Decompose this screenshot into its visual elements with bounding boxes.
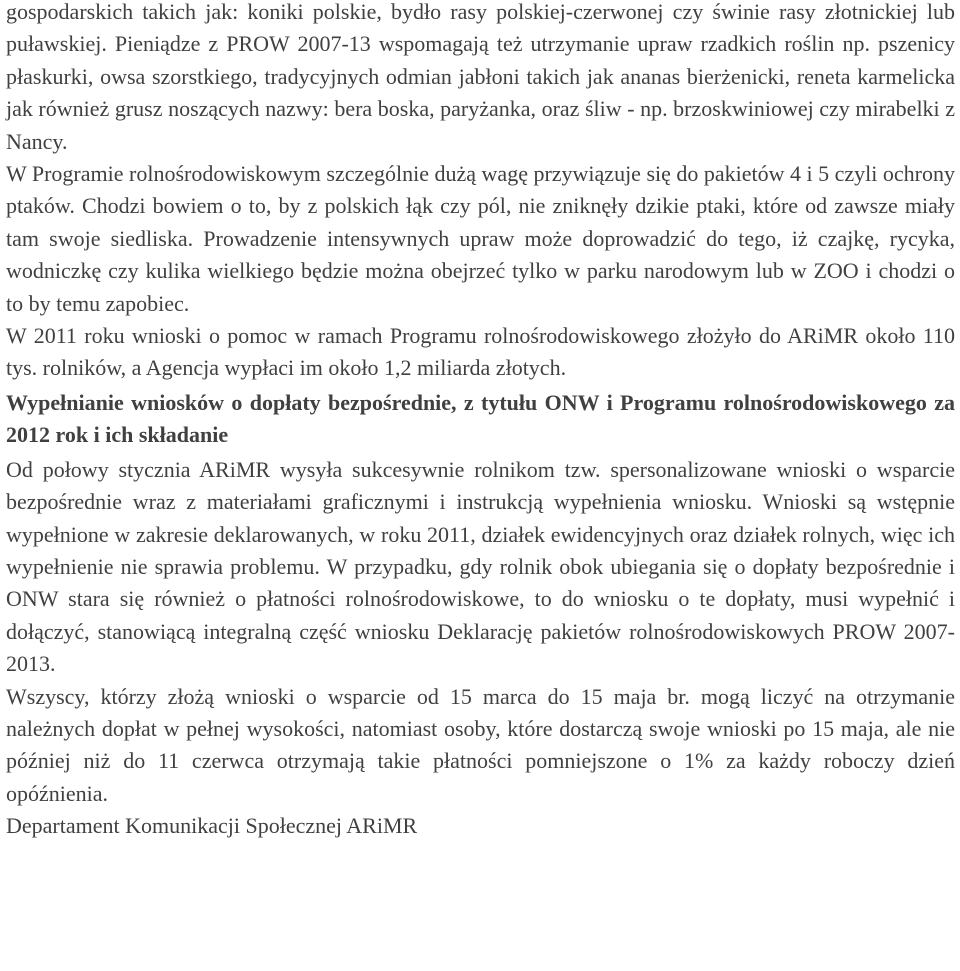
section-heading: Wypełnianie wniosków o dopłaty bezpośrednie, z tytułu ONW i Programu rolnośrodowiskowego za 2012 rok i ich składanie [6,389,955,448]
paragraph-2011-applications: W 2011 roku wnioski o pomoc w ramach Programu rolnośrodowiskowego złożyło do ARiMR około 110 tys. rolników, a Agencja wypłaci im około 1,2 miliarda złotych. [6,323,955,381]
paragraph-deadlines: Wszyscy, którzy złożą wnioski o wsparcie od 15 marca do 15 maja br. mogą liczyć na otrzymanie należnych dopłat w pełnej wysokości, natomiast osoby, które dostarczą swoje wnioski po 15 maja, ale nie później niż do 11 czerwca otrzymają takie płatności pomniejszone o 1% za każdy roboczy dzień opóźnienia. [6,683,955,806]
document-page [6,0,955,843]
signature: Departament Komunikacji Społecznej ARiMR [6,813,418,839]
paragraph-personalized-forms: Od połowy stycznia ARiMR wysyła sukcesywnie rolnikom tzw. spersonalizowane wnioski o wsparcie bezpośrednie wraz z materiałami graficznymi i instrukcją wypełnienia wniosku. Wnioski są wstępnie wypełnione w zakresie deklarowanych, w roku 2011, działek ewidencyjnych oraz działek rolnych, więc ich wypełnienie nie sprawia problemu. W przypadku, gdy rolnik obok ubiegania się o dopłaty bezpośrednie i ONW stara się również o płatności rolnośrodowiskowe, to do wniosku o te dopłaty, musi wypełnić i dołączyć, stanowiącą integralną część wniosku Deklarację pakietów rolnośrodowiskowych PROW 2007-2013. [6,456,955,677]
paragraph-livestock-and-plants: gospodarskich takich jak: koniki polskie, bydło rasy polskiej-czerwonej czy świnie rasy złotnickiej lub puławskiej. Pieniądze z PROW 2007-13 wspomagają też utrzymanie upraw rzadkich roślin np. pszenicy płaskurki, owsa szorstkiego, tradycyjnych odmian jabłoni takich jak ananas bierżenicki, reneta karmelicka jak również grusz noszących nazwy: bera boska, paryżanka, oraz śliw - np. brzoskwiniowej czy mirabelki z Nancy. [6,0,955,154]
paragraph-bird-protection: W Programie rolnośrodowiskowym szczególnie dużą wagę przywiązuje się do pakietów 4 i 5 czyli ochrony ptaków. Chodzi bowiem o to, by z polskich łąk czy pól, nie zniknęły dzikie ptaki, które od zawsze miały tam swoje siedliska. Prowadzenie intensywnych upraw może doprowadzić do tego, iż czajkę, rycyka, wodniczkę czy kulika wielkiego będzie można obejrzeć tylko w parku narodowym lub w ZOO i chodzi o to by temu zapobiec. [6,161,955,316]
